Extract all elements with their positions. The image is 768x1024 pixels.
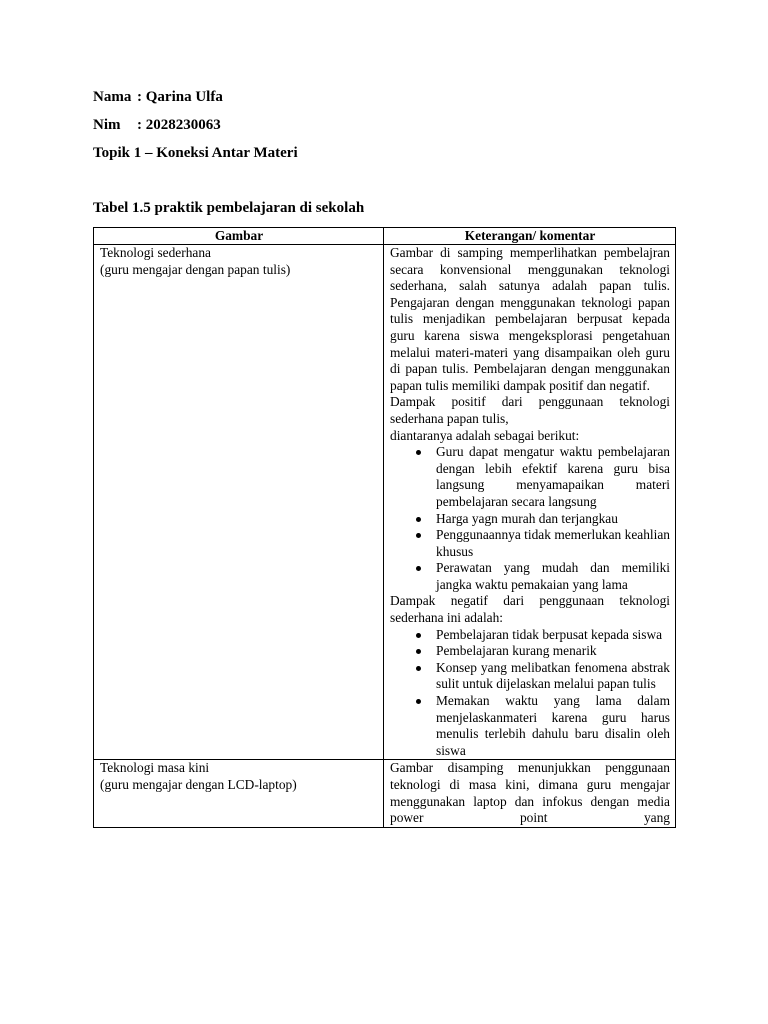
table-row bbox=[94, 245, 676, 760]
gambar-cell bbox=[94, 245, 384, 760]
keterangan-paragraph: diantaranya adalah sebagai berikut: bbox=[390, 427, 580, 443]
table-caption: Tabel 1.5 praktik pembelajaran di sekolah bbox=[93, 200, 365, 216]
keterangan-paragraph: Gambar di samping memperlihatkan pembelajran secara konvensional menggunakan teknologi sederhana, salah satunya adalah papan tulis. Pengajaran dengan menggunakan teknologi papan tulis menjadikan pembelajaran berpusat kepada guru karena siswa mengeksplorasi pengetahuan melalui materi-materi yang disampaikan oleh guru di papan tulis. Pembelajaran dengan menggunakan papan tulis memiliki dampak positif dan negatif. bbox=[390, 245, 670, 393]
topik-line: Topik 1 – Koneksi Antar Materi bbox=[93, 145, 298, 161]
list-item: Perawatan yang mudah dan memiliki jangka waktu pemakaian yang lama bbox=[436, 560, 670, 592]
praktik-table bbox=[93, 227, 676, 828]
gambar-subtitle: (guru mengajar dengan LCD-laptop) bbox=[100, 777, 297, 792]
list-item: Pembelajaran tidak berpusat kepada siswa bbox=[436, 627, 670, 644]
nim-line bbox=[93, 116, 221, 134]
table-header-row bbox=[94, 228, 676, 245]
header-keterangan: Keterangan/ komentar bbox=[384, 228, 676, 245]
header-gambar: Gambar bbox=[94, 228, 384, 245]
gambar-cell bbox=[94, 760, 384, 827]
nama-label: Nama bbox=[93, 89, 132, 105]
list-item: Harga yagn murah dan terjangkau bbox=[436, 511, 670, 528]
keterangan-cell bbox=[384, 760, 676, 827]
table-row bbox=[94, 760, 676, 827]
dampak-positif-list bbox=[390, 444, 670, 593]
list-item: Penggunaannya tidak memerlukan keahlian khusus bbox=[436, 527, 670, 559]
nama-line bbox=[93, 88, 223, 106]
keterangan-paragraph: Dampak positif dari penggunaan teknologi sederhana papan tulis, bbox=[390, 394, 670, 426]
list-item: Memakan waktu yang lama dalam menjelaskanmateri karena guru harus menulis terlebih dahulu baru disalin oleh siswa bbox=[436, 693, 670, 758]
dampak-negatif-list bbox=[390, 627, 670, 760]
gambar-subtitle: (guru mengajar dengan papan tulis) bbox=[100, 261, 291, 277]
keterangan-cell bbox=[384, 245, 676, 760]
nim-label: Nim bbox=[93, 117, 121, 133]
list-item: Guru dapat mengatur waktu pembelajaran dengan lebih efektif karena guru bisa langsung menyamapaikan materi pembelajaran secara langsung bbox=[436, 444, 670, 509]
gambar-title: Teknologi sederhana bbox=[100, 245, 211, 260]
nim-value: : 2028230063 bbox=[137, 117, 221, 133]
keterangan-paragraph: Dampak negatif dari penggunaan teknologi sederhana ini adalah: bbox=[390, 593, 670, 626]
keterangan-paragraph: Gambar disamping menunjukkan penggunaan teknologi di masa kini, dimana guru mengajar menggunakan laptop dan infokus dengan media power point yang bbox=[390, 760, 670, 826]
nama-value: : Qarina Ulfa bbox=[137, 89, 223, 105]
list-item: Pembelajaran kurang menarik bbox=[436, 643, 670, 660]
list-item: Konsep yang melibatkan fenomena abstrak sulit untuk dijelaskan melalui papan tulis bbox=[436, 659, 670, 692]
gambar-title: Teknologi masa kini bbox=[100, 760, 210, 776]
